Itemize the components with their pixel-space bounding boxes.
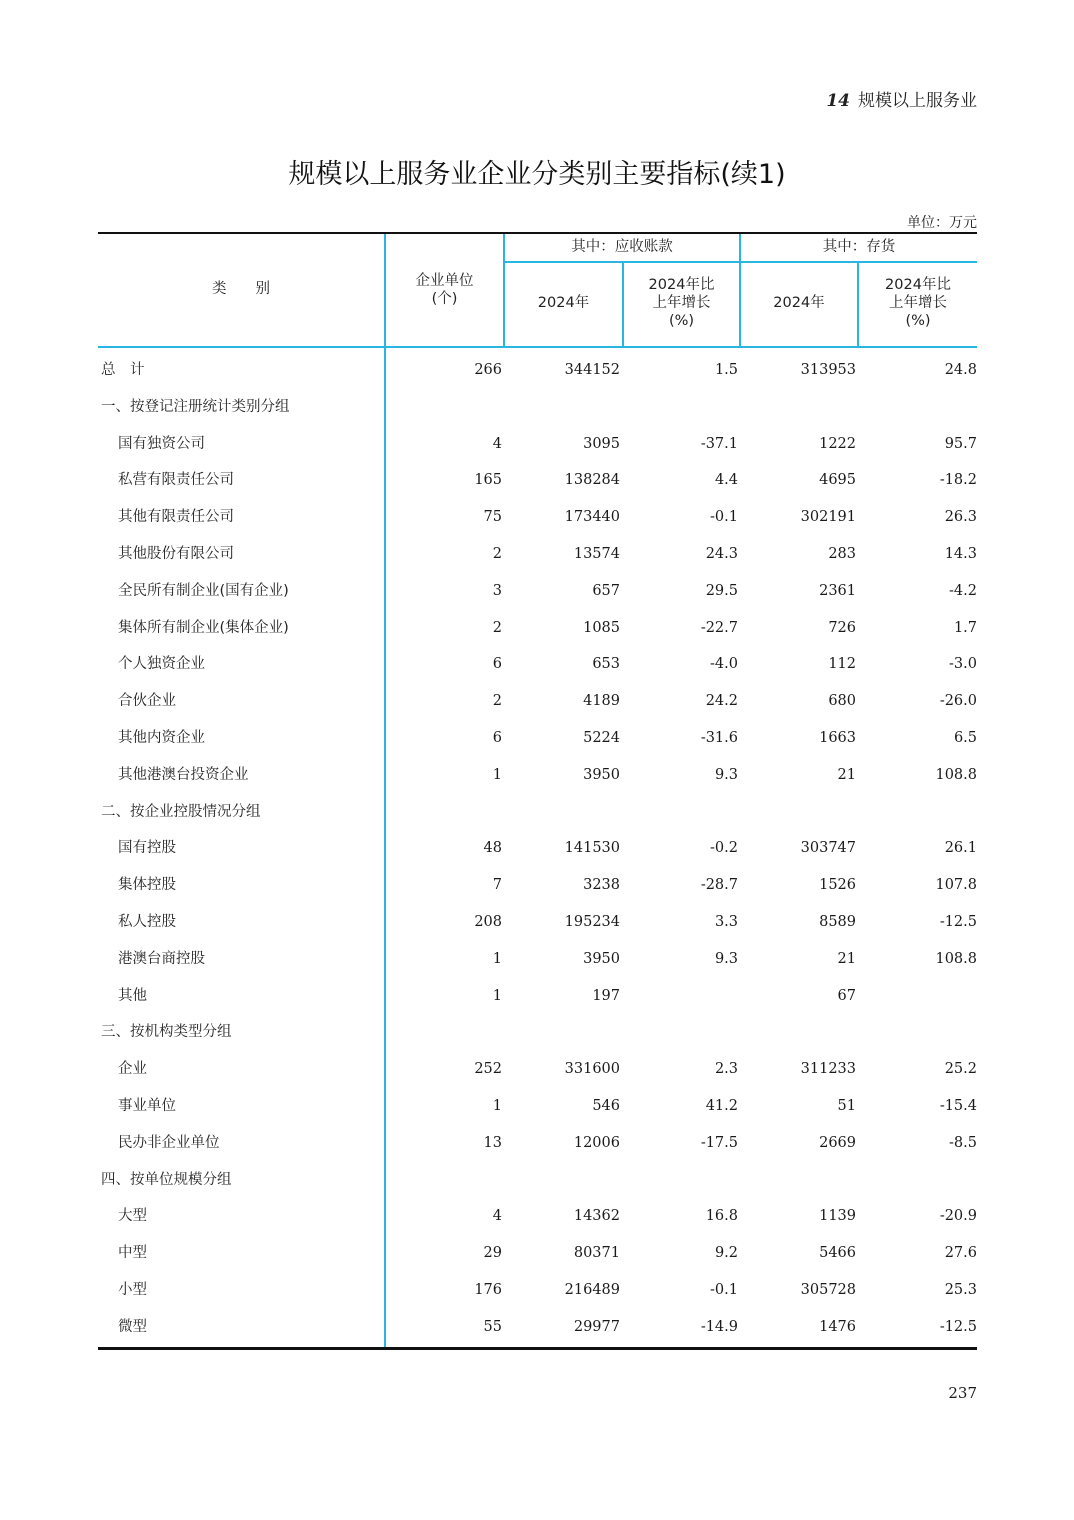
cell-units: 208	[474, 914, 502, 930]
cell-recv-g: 24.3	[705, 546, 738, 562]
cell-recv-g: 1.5	[714, 362, 738, 378]
cell-recv-g: -0.2	[710, 840, 738, 857]
chapter-title: 规模以上服务业	[858, 91, 977, 111]
cell-inv-g: -3.0	[949, 656, 977, 673]
cell-recv-g: -31.6	[700, 730, 738, 746]
row-category: 中型	[118, 1245, 147, 1262]
cell-recv: 331600	[564, 1061, 620, 1078]
chapter-number: 14	[826, 91, 850, 111]
cell-recv-g: 24.2	[705, 693, 738, 710]
cell-recv-g: 9.3	[714, 950, 738, 967]
cell-inv-g: 25.2	[944, 1061, 977, 1078]
header-category: 类 别	[212, 281, 270, 297]
cell-inv: 67	[837, 987, 856, 1004]
cell-inv: 303747	[800, 840, 856, 857]
cell-inv-g: 27.6	[944, 1245, 977, 1262]
cell-units: 1	[492, 950, 502, 967]
cell-inv-g: 108.8	[935, 766, 977, 783]
cell-recv-g: -28.7	[700, 877, 738, 894]
table-row	[98, 904, 977, 940]
table-row	[98, 1125, 977, 1161]
row-category: 国有控股	[118, 840, 176, 857]
cell-inv-g: 25.3	[944, 1282, 977, 1298]
cell-recv: 12006	[573, 1134, 620, 1151]
cell-recv-g: 29.5	[705, 582, 738, 599]
cell-inv: 4695	[819, 472, 856, 489]
table-row	[98, 462, 977, 498]
header-growth-line1: 2024年比	[885, 277, 951, 293]
cell-recv: 80371	[573, 1245, 620, 1262]
row-category: 集体控股	[118, 877, 176, 894]
row-category: 事业单位	[118, 1098, 176, 1114]
cell-units: 2	[492, 619, 502, 636]
cell-inv-g: -20.9	[939, 1208, 977, 1225]
row-category: 四、按单位规模分组	[101, 1171, 232, 1188]
table-row	[98, 573, 977, 609]
header-receivables-growth	[624, 276, 739, 330]
cell-units: 176	[474, 1282, 502, 1298]
cell-recv-g: 2.3	[714, 1061, 738, 1078]
table-row	[98, 536, 977, 572]
row-category: 其他股份有限公司	[118, 546, 234, 562]
row-category: 其他港澳台投资企业	[118, 766, 249, 783]
cell-recv: 3238	[583, 877, 620, 894]
cell-units: 29	[483, 1245, 502, 1262]
table-row	[98, 1088, 977, 1124]
cell-recv-g: -0.1	[710, 1282, 738, 1298]
cell-inv-g: -4.2	[949, 582, 977, 599]
table-row	[98, 830, 977, 866]
cell-inv-g: 95.7	[944, 435, 977, 452]
table-row	[98, 1162, 977, 1198]
cell-inv: 5466	[819, 1245, 856, 1262]
header-growth-line2: 上年增长	[889, 295, 947, 311]
cell-recv: 5224	[583, 730, 620, 746]
cell-inv: 726	[828, 619, 856, 636]
cell-inv: 8589	[819, 914, 856, 930]
cell-inv-g: 108.8	[935, 950, 977, 967]
cell-inv-g: -18.2	[939, 472, 977, 489]
row-category: 微型	[118, 1318, 147, 1335]
cell-recv: 344152	[564, 362, 620, 378]
cell-recv: 195234	[564, 914, 620, 930]
row-category: 港澳台商控股	[118, 950, 205, 967]
header-inventory-year: 2024年	[773, 295, 825, 311]
row-category: 总 计	[101, 362, 145, 378]
table-bottom-rule	[98, 1347, 977, 1350]
cell-inv: 302191	[800, 509, 856, 526]
cell-recv: 13574	[573, 546, 620, 562]
cell-units: 1	[492, 766, 502, 783]
cell-inv: 313953	[800, 362, 856, 378]
cell-units: 2	[492, 546, 502, 562]
cell-recv-g: 3.3	[714, 914, 738, 930]
cell-inv-g: 14.3	[944, 546, 977, 562]
cell-inv-g: -12.5	[939, 914, 977, 930]
cell-recv: 3950	[583, 950, 620, 967]
unit-label: 单位：万元	[907, 215, 977, 231]
row-category: 私人控股	[118, 914, 176, 930]
page-title: 规模以上服务业企业分类别主要指标(续1)	[288, 159, 786, 190]
row-category: 三、按机构类型分组	[101, 1024, 232, 1041]
cell-recv-g: 4.4	[714, 472, 738, 489]
cell-inv: 1222	[819, 435, 856, 452]
table-row	[98, 1235, 977, 1271]
header-growth-line3: (%)	[905, 313, 931, 329]
table-row	[98, 757, 977, 793]
cell-recv-g: -14.9	[700, 1318, 738, 1335]
cell-recv: 141530	[564, 840, 620, 857]
header-group-inventory: 其中：存货	[822, 239, 896, 255]
cell-recv-g: 16.8	[705, 1208, 738, 1225]
cell-units: 4	[492, 435, 502, 452]
cell-recv: 657	[592, 582, 620, 599]
row-category: 其他内资企业	[118, 730, 205, 746]
cell-units: 2	[492, 693, 502, 710]
table-row	[98, 499, 977, 535]
cell-inv: 1663	[819, 730, 856, 746]
header-growth-line3: (%)	[668, 313, 695, 329]
cell-recv: 1085	[583, 619, 620, 636]
cell-recv-g: 41.2	[705, 1098, 738, 1114]
cell-recv: 216489	[564, 1282, 620, 1298]
cell-inv-g: 24.8	[944, 362, 977, 378]
cell-inv-g: -8.5	[949, 1134, 977, 1151]
table-row	[98, 978, 977, 1014]
cell-units: 13	[483, 1134, 502, 1151]
cell-inv-g: -12.5	[939, 1318, 977, 1335]
cell-inv-g: -15.4	[939, 1098, 977, 1114]
row-category: 合伙企业	[118, 693, 176, 710]
cell-inv-g: 1.7	[953, 619, 977, 636]
cell-units: 6	[492, 656, 502, 673]
row-category: 一、按登记注册统计类别分组	[101, 398, 290, 415]
table-top-rule	[98, 232, 977, 234]
table-row	[98, 426, 977, 462]
header-group-receivables: 其中：应收账款	[571, 239, 673, 255]
cell-units: 252	[474, 1061, 502, 1078]
cell-units: 165	[474, 472, 502, 489]
header-bottom-rule	[98, 346, 977, 348]
cell-recv: 138284	[564, 472, 620, 489]
cell-inv: 1526	[819, 877, 856, 894]
row-category: 私营有限责任公司	[118, 472, 234, 489]
row-category: 大型	[118, 1208, 147, 1225]
row-category: 民办非企业单位	[118, 1134, 220, 1151]
data-table	[98, 232, 977, 1352]
table-row	[98, 389, 977, 425]
table-row	[98, 794, 977, 830]
cell-recv-g: 9.3	[714, 766, 738, 783]
cell-units: 1	[492, 1098, 502, 1114]
row-category: 集体所有制企业(集体企业)	[118, 619, 289, 636]
cell-recv: 653	[592, 656, 620, 673]
cell-recv-g: -17.5	[700, 1134, 738, 1151]
cell-inv: 21	[837, 766, 856, 783]
table-row	[98, 1051, 977, 1087]
cell-inv: 1476	[819, 1318, 856, 1335]
cell-units: 7	[492, 877, 502, 894]
page-number: 237	[948, 1384, 977, 1402]
cell-inv: 21	[837, 950, 856, 967]
header-units-line1: 企业单位	[415, 273, 474, 289]
cell-recv-g: -0.1	[710, 509, 738, 526]
header-growth-line2: 上年增长	[652, 295, 711, 311]
cell-recv: 3950	[583, 766, 620, 783]
cell-units: 4	[492, 1208, 502, 1225]
cell-recv-g: -4.0	[710, 656, 738, 673]
header-receivables-year: 2024年	[537, 295, 590, 311]
cell-units: 3	[492, 582, 502, 599]
row-category: 个人独资企业	[118, 656, 205, 673]
table-row	[98, 941, 977, 977]
group-header-rule	[503, 261, 977, 263]
row-category: 企业	[118, 1061, 147, 1078]
cell-inv-g: 26.3	[944, 509, 977, 526]
cell-inv: 1139	[819, 1208, 856, 1225]
table-row	[98, 352, 977, 388]
cell-inv-g: 6.5	[953, 730, 977, 746]
header-inventory-growth	[859, 276, 977, 330]
cell-recv: 546	[592, 1098, 620, 1114]
table-row	[98, 1309, 977, 1345]
cell-inv: 680	[828, 693, 856, 710]
table-row	[98, 720, 977, 756]
cell-inv: 2361	[819, 582, 856, 599]
row-category: 小型	[118, 1282, 147, 1298]
row-category: 其他	[118, 987, 147, 1004]
cell-inv: 51	[837, 1098, 856, 1114]
table-row	[98, 1014, 977, 1050]
cell-inv: 311233	[800, 1061, 856, 1078]
header-growth-line1: 2024年比	[648, 277, 715, 293]
table-row	[98, 610, 977, 646]
cell-recv-g: -22.7	[700, 619, 738, 636]
chapter-header	[826, 86, 977, 111]
cell-units: 1	[492, 987, 502, 1004]
cell-recv: 3095	[583, 435, 620, 452]
row-category: 二、按企业控股情况分组	[101, 803, 261, 820]
cell-recv: 29977	[573, 1318, 620, 1335]
table-row	[98, 1272, 977, 1308]
cell-inv: 305728	[800, 1282, 856, 1298]
cell-recv-g: 9.2	[714, 1245, 738, 1262]
cell-inv-g: 107.8	[935, 877, 977, 894]
row-category: 国有独资公司	[118, 435, 205, 452]
cell-units: 6	[492, 730, 502, 746]
row-category: 全民所有制企业(国有企业)	[118, 582, 289, 599]
row-category: 其他有限责任公司	[118, 509, 234, 526]
cell-inv-g: -26.0	[939, 693, 977, 710]
cell-recv: 4189	[583, 693, 620, 710]
table-row	[98, 1198, 977, 1234]
cell-recv: 14362	[573, 1208, 620, 1225]
table-row	[98, 867, 977, 903]
cell-inv: 283	[828, 546, 856, 562]
cell-recv-g: -37.1	[700, 435, 738, 452]
cell-units: 48	[483, 840, 502, 857]
table-row	[98, 646, 977, 682]
table-row	[98, 683, 977, 719]
cell-inv: 2669	[819, 1134, 856, 1151]
cell-units: 55	[483, 1318, 502, 1335]
cell-units: 266	[474, 362, 502, 378]
header-units	[386, 272, 503, 308]
cell-recv: 173440	[564, 509, 620, 526]
cell-inv: 112	[828, 656, 856, 673]
cell-recv: 197	[592, 987, 620, 1004]
cell-inv-g: 26.1	[944, 840, 977, 857]
cell-units: 75	[483, 509, 502, 526]
header-units-line2: (个)	[431, 291, 458, 307]
